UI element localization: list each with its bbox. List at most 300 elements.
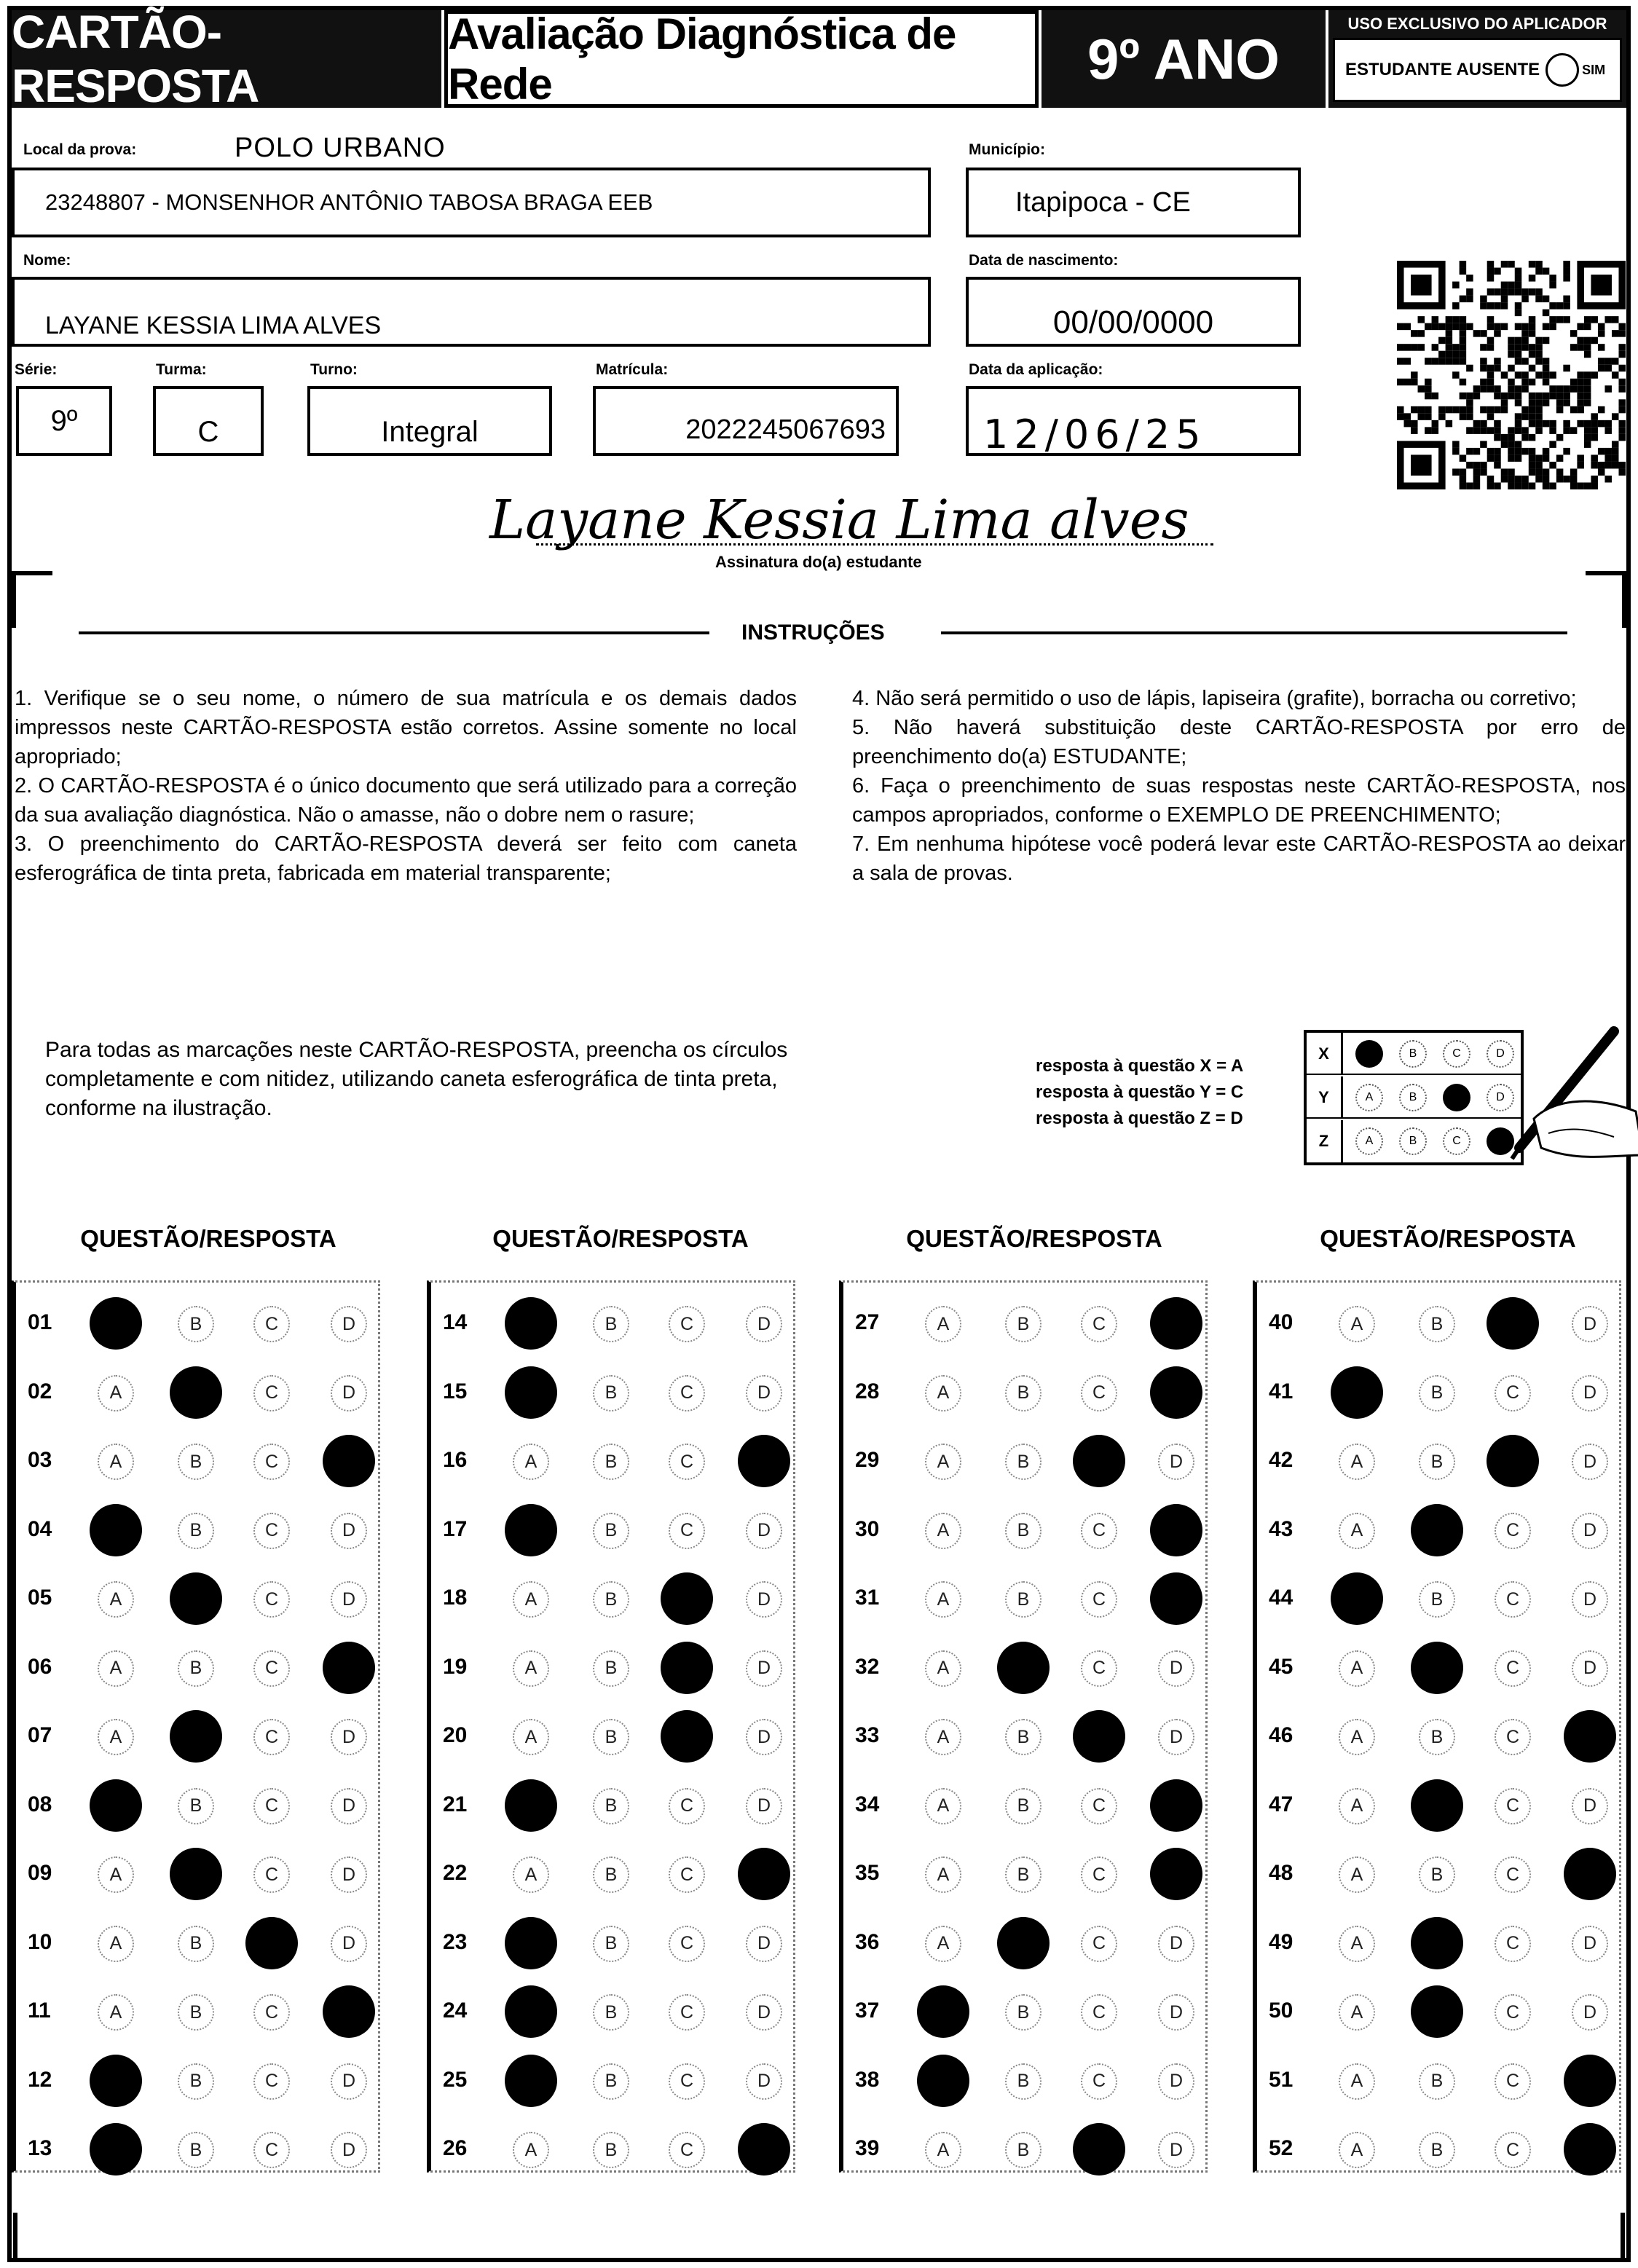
answer-bubble-b[interactable]: B [178,1513,214,1549]
question-number: 19 [443,1654,468,1679]
answer-bubble-b[interactable]: B [1005,2063,1042,2100]
answer-bubble-c[interactable]: C [253,1856,290,1893]
answer-bubble-b[interactable]: B [1005,1719,1042,1755]
turma-label: Turma: [156,361,207,378]
answer-bubble-b[interactable]: B [593,1444,629,1480]
answer-bubble-b[interactable]: B [593,2063,629,2100]
answer-bubble-a[interactable]: A [513,1444,549,1480]
instruction-5: 5. Não haverá substituição deste CARTÃO-RESPOSTA por erro de preenchimento do(a) ESTUDANTE; [852,716,1626,768]
answer-bubble-a[interactable]: A [513,1719,549,1755]
answer-bubble-a[interactable]: A [1339,1719,1375,1755]
answer-bubble-d[interactable]: D [1572,1926,1608,1962]
answer-bubble-b[interactable] [170,1710,222,1763]
question-row [431,1701,795,1771]
answer-bubble-a[interactable] [917,1985,969,2038]
answer-bubble-d[interactable]: D [1572,1788,1608,1824]
answer-bubble-c[interactable]: C [669,2063,705,2100]
question-row [1257,1977,1621,2047]
answer-bubble-b[interactable] [1411,1985,1463,2038]
example-line-z: resposta à questão Z = D [1036,1109,1243,1128]
answer-bubble-b[interactable]: B [1005,2132,1042,2168]
answer-bubble-a[interactable]: A [98,1926,134,1962]
answer-bubble-d[interactable]: D [331,1306,367,1342]
answer-bubble-b[interactable] [1411,1504,1463,1556]
answer-bubble-a[interactable]: A [925,1719,961,1755]
answer-bubble-a[interactable] [90,2123,142,2176]
corner-mark-right [1586,571,1626,628]
example-row-label: Z [1307,1120,1343,1162]
turno-value: Integral [381,415,479,448]
answer-bubble-c[interactable]: C [1495,1926,1531,1962]
answer-bubble-c[interactable]: C [669,1444,705,1480]
answer-bubble-b[interactable]: B [593,1306,629,1342]
example-cell [1435,1033,1478,1075]
absent-yes-label: SIM [1582,62,1606,77]
question-row [843,2046,1208,2116]
answer-bubble-a[interactable]: A [513,1581,549,1618]
answer-bubble-d[interactable] [1150,1848,1202,1900]
answer-bubble-a[interactable]: A [1339,1994,1375,2031]
answer-bubble-c[interactable] [245,1917,298,1969]
question-number: 50 [1269,1999,1294,2023]
answer-bubble-b[interactable] [170,1572,222,1625]
answer-bubble-a[interactable] [1331,1572,1383,1625]
answer-bubble-d[interactable]: D [1158,2132,1194,2168]
answer-bubble-d[interactable]: D [331,1856,367,1893]
question-number: 47 [1269,1792,1294,1816]
answer-bubble-a[interactable]: A [1339,2063,1375,2100]
answer-bubble-d[interactable]: D [1572,1994,1608,2031]
question-number: 31 [855,1586,880,1610]
answer-bubble-c[interactable]: C [1495,1994,1531,2031]
nascimento-label: Data de nascimento: [969,252,1119,269]
answer-bubble-a[interactable] [1331,1366,1383,1419]
answer-bubble-c[interactable]: C [253,1581,290,1618]
answer-bubble-c[interactable] [1487,1297,1539,1350]
answer-bubble-c[interactable]: C [1495,1650,1531,1687]
assessment-title: Avaliação Diagnóstica de Rede [444,10,1039,108]
question-number: 02 [28,1379,52,1403]
answer-bubble-a[interactable] [90,2055,142,2107]
question-row [843,1839,1208,1909]
answer-bubble-d[interactable]: D [746,2063,782,2100]
answer-bubble-b[interactable]: B [1005,1994,1042,2031]
question-row [431,1977,795,2047]
answer-bubble-d[interactable]: D [331,1513,367,1549]
answer-bubble-a[interactable] [505,1297,557,1350]
answer-bubble-c[interactable]: C [1081,1650,1117,1687]
answer-bubble-d[interactable]: D [746,1650,782,1687]
answer-bubble-b[interactable]: B [1005,1513,1042,1549]
question-number: 48 [1269,1861,1294,1885]
example-bubble: C [1443,1040,1470,1068]
school-value: 23248807 - MONSENHOR ANTÔNIO TABOSA BRAGA EEB [45,189,653,215]
bottom-corner-right [1621,2213,1625,2259]
example-line-y: resposta à questão Y = C [1036,1082,1244,1102]
answer-bubble-c[interactable]: C [1495,1375,1531,1411]
answer-bubble-c[interactable] [1073,2123,1125,2176]
answer-bubble-b[interactable]: B [1419,1856,1455,1893]
answer-bubble-d[interactable] [738,1435,790,1487]
question-row [843,1977,1208,2047]
example-row [1307,1076,1521,1119]
answer-bubble-a[interactable]: A [513,2132,549,2168]
answer-bubble-d[interactable]: D [1158,1994,1194,2031]
answer-bubble-b[interactable]: B [1005,1856,1042,1893]
answer-bubble-b[interactable]: B [593,1856,629,1893]
answer-bubble-b[interactable]: B [1005,1788,1042,1824]
answer-bubble-c[interactable] [661,1572,713,1625]
question-number: 05 [28,1586,52,1610]
answer-bubble-a[interactable] [505,2055,557,2107]
answer-bubble-b[interactable]: B [178,1994,214,2031]
answer-bubble-d[interactable]: D [746,1581,782,1618]
question-number: 37 [855,1999,880,2023]
answer-bubble-b[interactable]: B [178,1650,214,1687]
answer-bubble-d[interactable]: D [1158,1926,1194,1962]
answer-bubble-d[interactable]: D [1158,2063,1194,2100]
example-line-x: resposta à questão X = A [1036,1056,1244,1076]
answer-bubble-a[interactable]: A [925,1375,961,1411]
answer-bubble-c[interactable] [1073,1710,1125,1763]
answer-bubble-b[interactable]: B [593,1994,629,2031]
answer-bubble-b[interactable]: B [1419,2063,1455,2100]
answer-bubble-a[interactable]: A [1339,1444,1375,1480]
answer-bubble-d[interactable] [1564,2055,1616,2107]
answer-bubble-d[interactable]: D [331,2063,367,2100]
answer-bubble-c[interactable]: C [253,1306,290,1342]
answer-bubble-d[interactable]: D [746,1719,782,1755]
answer-bubble-a[interactable] [505,1779,557,1832]
answer-bubble-c[interactable]: C [253,1444,290,1480]
column-title-2: QUESTÃO/RESPOSTA [492,1225,749,1252]
question-row [843,1495,1208,1565]
question-row [431,1908,795,1978]
answer-bubble-d[interactable]: D [746,1926,782,1962]
answer-bubble-c[interactable]: C [253,1375,290,1411]
answer-bubble-c[interactable]: C [1495,1581,1531,1618]
answer-bubble-d[interactable] [1150,1504,1202,1556]
answer-bubble-c[interactable]: C [669,2132,705,2168]
answer-bubble-b[interactable]: B [593,1513,629,1549]
answer-bubble-d[interactable] [323,1435,375,1487]
answer-bubble-a[interactable]: A [98,1375,134,1411]
turno-field [307,386,552,456]
answer-bubble-a[interactable] [505,1504,557,1556]
nascimento-field [966,277,1301,347]
matricula-field [593,386,899,456]
answer-bubble-b[interactable]: B [178,2132,214,2168]
answer-bubble-b[interactable]: B [1419,1719,1455,1755]
answer-bubble-a[interactable] [90,1504,142,1556]
answer-bubble-b[interactable] [1411,1779,1463,1832]
question-number: 26 [443,2136,468,2160]
question-row [16,1977,380,2047]
answer-bubble-a[interactable]: A [98,1650,134,1687]
answer-bubble-b[interactable]: B [178,2063,214,2100]
question-row [431,2114,795,2184]
answer-bubble-d[interactable]: D [331,1581,367,1618]
answer-bubble-c[interactable]: C [1081,1513,1117,1549]
answer-bubble-c[interactable]: C [253,2063,290,2100]
answer-bubble-b[interactable]: B [178,1306,214,1342]
answer-bubble-d[interactable] [1150,1779,1202,1832]
answer-bubble-d[interactable] [1564,1848,1616,1900]
answer-bubble-a[interactable] [917,2055,969,2107]
answer-bubble-a[interactable]: A [925,2132,961,2168]
question-row [16,1633,380,1703]
answer-bubble-c[interactable]: C [1495,1513,1531,1549]
answer-bubble-b[interactable]: B [1005,1375,1042,1411]
answer-bubble-b[interactable]: B [1005,1444,1042,1480]
answer-bubble-d[interactable]: D [746,1994,782,2031]
answer-bubble-c[interactable]: C [253,1788,290,1824]
answer-bubble-d[interactable]: D [1158,1444,1194,1480]
answer-bubble-c[interactable]: C [1081,1581,1117,1618]
applicator-panel [1328,10,1626,108]
question-number: 38 [855,2067,880,2092]
answer-bubble-a[interactable]: A [925,1926,961,1962]
question-number: 24 [443,1999,468,2023]
answer-bubble-c[interactable]: C [1081,2063,1117,2100]
answer-bubble-c[interactable]: C [1081,1926,1117,1962]
answer-bubble-c[interactable]: C [669,1856,705,1893]
question-row [16,1426,380,1496]
answer-bubble-c[interactable]: C [669,1513,705,1549]
answer-bubble-c[interactable]: C [1081,1306,1117,1342]
answer-column-4 [1253,1280,1621,2173]
local-value: POLO URBANO [235,133,446,163]
answer-bubble-c[interactable]: C [253,1719,290,1755]
question-row [16,2046,380,2116]
question-number: 39 [855,2136,880,2160]
answer-bubble-a[interactable] [505,1917,557,1969]
answer-bubble-a[interactable]: A [1339,1650,1375,1687]
answer-bubble-d[interactable] [1564,2123,1616,2176]
answer-bubble-a[interactable]: A [925,1650,961,1687]
answer-bubble-c[interactable]: C [669,1788,705,1824]
answer-bubble-d[interactable] [738,2123,790,2176]
answer-bubble-a[interactable]: A [98,1581,134,1618]
question-number: 35 [855,1861,880,1885]
answer-bubble-d[interactable]: D [1158,1719,1194,1755]
answer-bubble-c[interactable]: C [669,1306,705,1342]
answer-bubble-b[interactable] [170,1366,222,1419]
answer-bubble-c[interactable]: C [1495,2063,1531,2100]
answer-bubble-d[interactable] [1150,1297,1202,1350]
answer-bubble-d[interactable] [323,1642,375,1694]
answer-bubble-c[interactable]: C [1081,1788,1117,1824]
answer-bubble-b[interactable]: B [1005,1306,1042,1342]
municipio-field [966,168,1301,237]
answer-bubble-b[interactable] [1411,1917,1463,1969]
answer-bubble-a[interactable]: A [1339,1306,1375,1342]
question-row [843,1771,1208,1840]
example-cell [1435,1076,1478,1119]
answer-bubble-d[interactable]: D [1572,1650,1608,1687]
question-number: 10 [28,1929,52,1954]
answer-bubble-c[interactable]: C [253,1994,290,2031]
answer-bubble-a[interactable]: A [925,1856,961,1893]
answer-bubble-a[interactable]: A [513,1650,549,1687]
answer-bubble-a[interactable] [90,1297,142,1350]
school-field [12,168,931,237]
answer-bubble-b[interactable]: B [593,1375,629,1411]
answer-bubble-a[interactable]: A [925,1581,961,1618]
question-row [431,1495,795,1565]
answer-bubble-b[interactable]: B [178,1444,214,1480]
answer-bubble-c[interactable]: C [253,2132,290,2168]
answer-bubble-c[interactable]: C [1081,1856,1117,1893]
question-row [431,1426,795,1496]
instruction-6: 6. Faça o preenchimento de suas respostas neste CARTÃO-RESPOSTA, nos campos apropriados, conforme o EXEMPLO DE PREENCHIMENTO; [852,774,1626,827]
answer-bubble-d[interactable]: D [331,1788,367,1824]
example-bubble [1443,1084,1470,1111]
answer-bubble-c[interactable]: C [1495,1788,1531,1824]
answer-bubble-d[interactable] [738,1848,790,1900]
question-row [16,2114,380,2184]
answer-bubble-d[interactable]: D [746,1788,782,1824]
answer-bubble-b[interactable]: B [593,1719,629,1755]
answer-bubble-a[interactable] [90,1779,142,1832]
example-bubble: C [1443,1127,1470,1155]
question-number: 06 [28,1654,52,1679]
answer-bubble-b[interactable] [997,1917,1050,1969]
answer-bubble-d[interactable] [1150,1572,1202,1625]
absent-checkbox[interactable] [1546,53,1579,87]
answer-bubble-a[interactable]: A [925,1513,961,1549]
question-number: 12 [28,2067,52,2092]
answer-bubble-d[interactable] [1150,1366,1202,1419]
answer-bubble-b[interactable]: B [178,1926,214,1962]
question-number: 42 [1269,1448,1294,1472]
answer-bubble-b[interactable]: B [593,1650,629,1687]
answer-bubble-d[interactable]: D [1572,1513,1608,1549]
answer-bubble-a[interactable]: A [98,1444,134,1480]
answer-bubble-d[interactable] [1564,1710,1616,1763]
question-row [1257,2046,1621,2116]
answer-bubble-b[interactable]: B [593,1581,629,1618]
answer-bubble-b[interactable]: B [1419,1581,1455,1618]
answer-bubble-d[interactable]: D [746,1306,782,1342]
answer-bubble-b[interactable]: B [1419,1375,1455,1411]
answer-bubble-a[interactable]: A [1339,2132,1375,2168]
answer-bubble-c[interactable] [661,1710,713,1763]
answer-bubble-d[interactable]: D [331,2132,367,2168]
answer-bubble-a[interactable]: A [513,1856,549,1893]
answer-bubble-c[interactable]: C [1495,2132,1531,2168]
answer-bubble-c[interactable] [1487,1435,1539,1487]
answer-bubble-c[interactable]: C [1495,1719,1531,1755]
question-number: 30 [855,1516,880,1541]
answer-column-2 [427,1280,795,2173]
answer-bubble-d[interactable]: D [1572,1375,1608,1411]
answer-bubble-b[interactable]: B [178,1788,214,1824]
example-cell [1347,1076,1391,1119]
question-number: 52 [1269,2136,1294,2160]
answer-bubble-a[interactable]: A [925,1444,961,1480]
answer-bubble-d[interactable]: D [1572,1306,1608,1342]
example-bubble: B [1399,1127,1427,1155]
answer-bubble-b[interactable]: B [593,1788,629,1824]
answer-bubble-b[interactable] [997,1642,1050,1694]
answer-bubble-b[interactable] [170,1848,222,1900]
question-number: 41 [1269,1379,1294,1403]
answer-bubble-a[interactable]: A [1339,1788,1375,1824]
answer-bubble-a[interactable]: A [98,1856,134,1893]
answer-bubble-a[interactable] [505,1366,557,1419]
column-title-3: QUESTÃO/RESPOSTA [906,1225,1162,1252]
municipio-label: Município: [969,141,1045,158]
column-title-4: QUESTÃO/RESPOSTA [1320,1225,1576,1252]
answer-bubble-b[interactable]: B [1419,1444,1455,1480]
absent-label: ESTUDANTE AUSENTE [1345,60,1540,79]
answer-bubble-c[interactable]: C [669,1926,705,1962]
answer-bubble-b[interactable]: B [1005,1581,1042,1618]
answer-bubble-a[interactable] [505,1985,557,2038]
answer-bubble-c[interactable]: C [253,1513,290,1549]
answer-bubble-c[interactable]: C [1081,1375,1117,1411]
answer-bubble-c[interactable] [1073,1435,1125,1487]
question-number: 20 [443,1723,468,1747]
answer-bubble-b[interactable]: B [593,1926,629,1962]
answer-bubble-a[interactable]: A [925,1788,961,1824]
answer-bubble-d[interactable]: D [331,1375,367,1411]
example-row [1307,1033,1521,1075]
answer-bubble-c[interactable]: C [1081,1994,1117,2031]
answer-bubble-b[interactable]: B [1419,2132,1455,2168]
answer-bubble-c[interactable]: C [669,1994,705,2031]
answer-bubble-a[interactable]: A [1339,1513,1375,1549]
answer-bubble-a[interactable]: A [98,1719,134,1755]
answer-bubble-b[interactable]: B [1419,1306,1455,1342]
card-title: CARTÃO-RESPOSTA [12,10,441,108]
answer-bubble-d[interactable]: D [331,1926,367,1962]
question-row [431,2046,795,2116]
answer-bubble-b[interactable]: B [593,2132,629,2168]
question-row [843,1426,1208,1496]
answer-bubble-a[interactable]: A [1339,1926,1375,1962]
answer-bubble-d[interactable] [323,1985,375,2038]
question-row [431,1633,795,1703]
answer-bubble-a[interactable]: A [98,1994,134,2031]
answer-bubble-a[interactable]: A [925,1306,961,1342]
question-number: 36 [855,1929,880,1954]
example-bubble: A [1355,1127,1383,1155]
question-row [1257,1771,1621,1840]
answer-bubble-c[interactable] [661,1642,713,1694]
answer-bubble-d[interactable]: D [1158,1650,1194,1687]
answer-bubble-a[interactable]: A [1339,1856,1375,1893]
instruction-2: 2. O CARTÃO-RESPOSTA é o único documento que será utilizado para a correção da sua avaliação diagnóstica. Não o amasse, não o dobre nem o rasure; [15,774,797,827]
answer-bubble-d[interactable]: D [746,1513,782,1549]
answer-bubble-c[interactable]: C [1495,1856,1531,1893]
instructions-left [15,684,797,888]
answer-bubble-b[interactable] [1411,1642,1463,1694]
question-number: 27 [855,1310,880,1334]
answer-bubble-c[interactable]: C [669,1375,705,1411]
answer-bubble-d[interactable]: D [1572,1581,1608,1618]
answer-bubble-c[interactable]: C [253,1650,290,1687]
answer-bubble-d[interactable]: D [746,1375,782,1411]
question-number: 44 [1269,1586,1294,1610]
question-row [1257,1564,1621,1634]
answer-bubble-d[interactable]: D [331,1719,367,1755]
example-row [1307,1120,1521,1162]
question-number: 23 [443,1929,468,1954]
answer-bubble-d[interactable]: D [1572,1444,1608,1480]
example-cell [1435,1120,1478,1162]
